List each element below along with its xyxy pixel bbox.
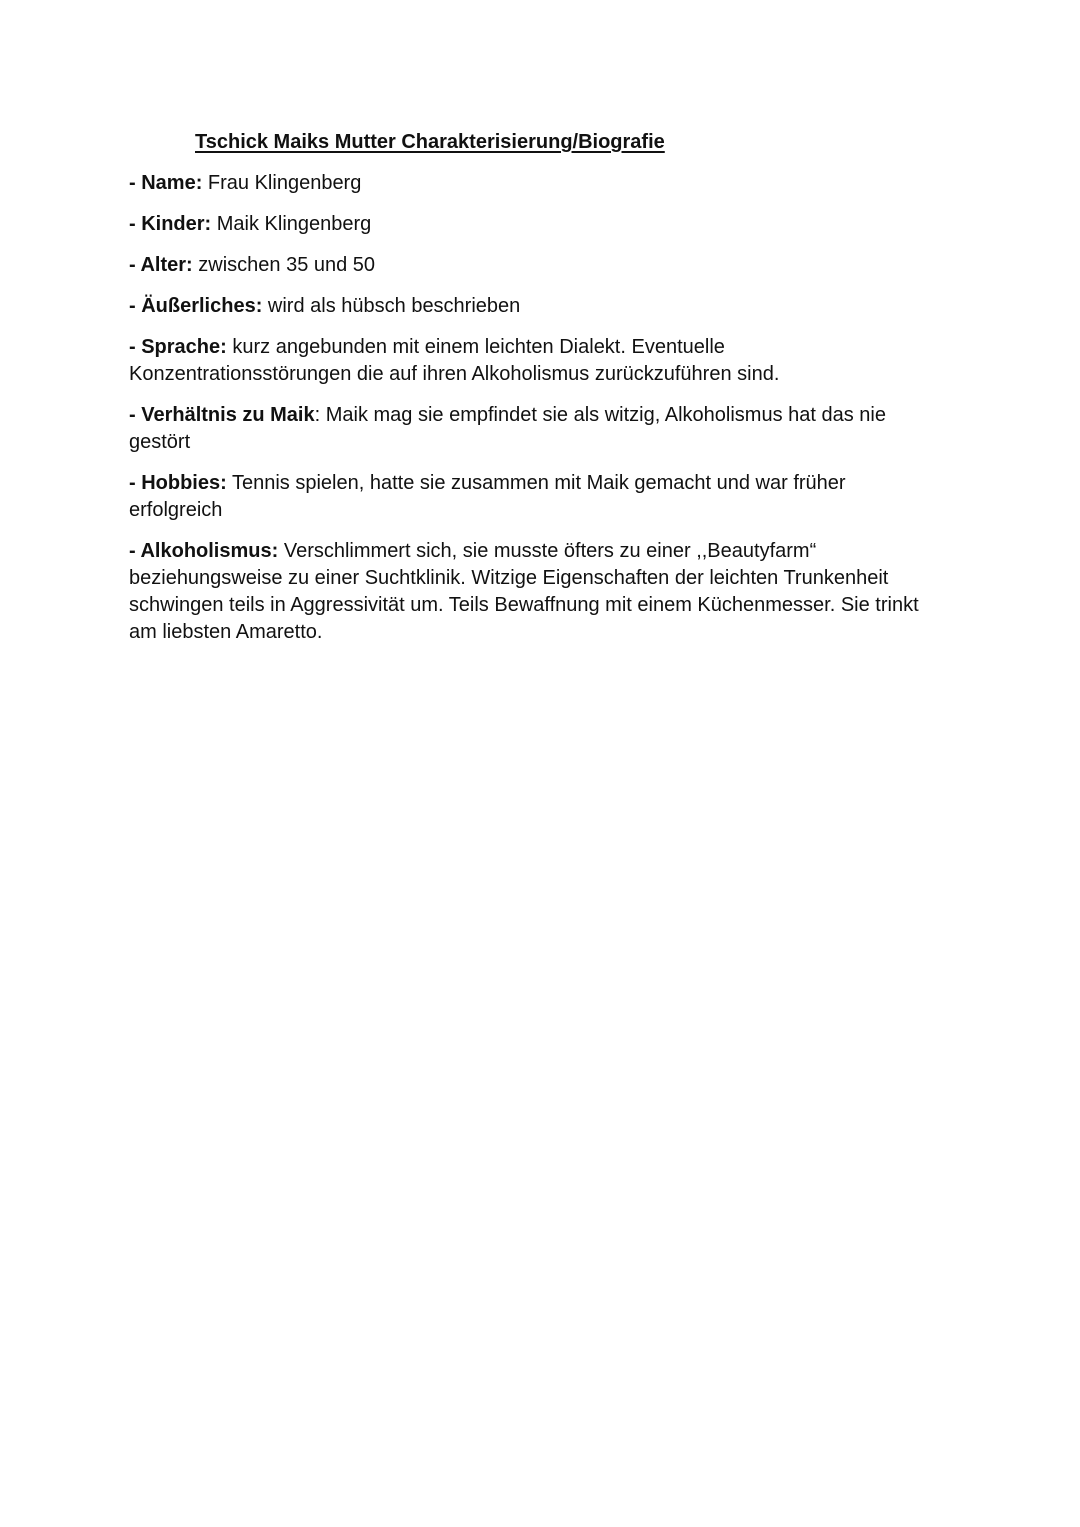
entry-text: Frau Klingenberg	[202, 172, 362, 194]
entry-alter	[129, 252, 929, 279]
entry-aeusserliches	[129, 293, 929, 320]
entry-name	[129, 170, 929, 197]
entry-label: - Verhältnis zu Maik	[129, 404, 315, 426]
entry-label: - Hobbies:	[129, 472, 227, 494]
entry-text: Maik Klingenberg	[211, 213, 372, 235]
entry-text: zwischen 35 und 50	[192, 254, 376, 276]
entry-label: - Sprache:	[129, 336, 227, 358]
entry-kinder	[129, 211, 929, 238]
characteristics-list	[129, 170, 929, 660]
entry-text: kurz angebunden mit einem leichten Dialekt. Eventuelle Konzentrationsstörungen die auf ihren Alkoholismus zurückzuführen sind.	[129, 336, 780, 385]
document-title: Tschick Maiks Mutter Charakterisierung/Biografie	[195, 131, 665, 153]
entry-sprache	[129, 334, 929, 388]
entry-text: : Maik mag sie empfindet sie als witzig, Alkoholismus hat das nie gestört	[129, 404, 886, 453]
entry-text: wird als hübsch beschrieben	[262, 295, 521, 317]
entry-text: Verschlimmert sich, sie musste öfters zu einer ,,Beautyfarm“ beziehungsweise zu einer Suchtklinik. Witzige Eigenschaften der leichten Trunkenheit schwingen teils in Aggressivität um. Teils Bewaffnung mit einem Küchenmesser. Sie trinkt am liebsten Amaretto.	[129, 540, 919, 643]
entry-label: - Alkoholismus:	[129, 540, 279, 562]
entry-alkoholismus	[129, 538, 929, 646]
entry-verhaeltnis	[129, 402, 929, 456]
entry-text: Tennis spielen, hatte sie zusammen mit Maik gemacht und war früher erfolgreich	[129, 472, 846, 521]
entry-label: - Kinder:	[129, 213, 212, 235]
entry-hobbies	[129, 470, 929, 524]
entry-label: - Alter:	[129, 254, 193, 276]
entry-label: - Äußerliches:	[129, 295, 263, 317]
entry-label: - Name:	[129, 172, 203, 194]
